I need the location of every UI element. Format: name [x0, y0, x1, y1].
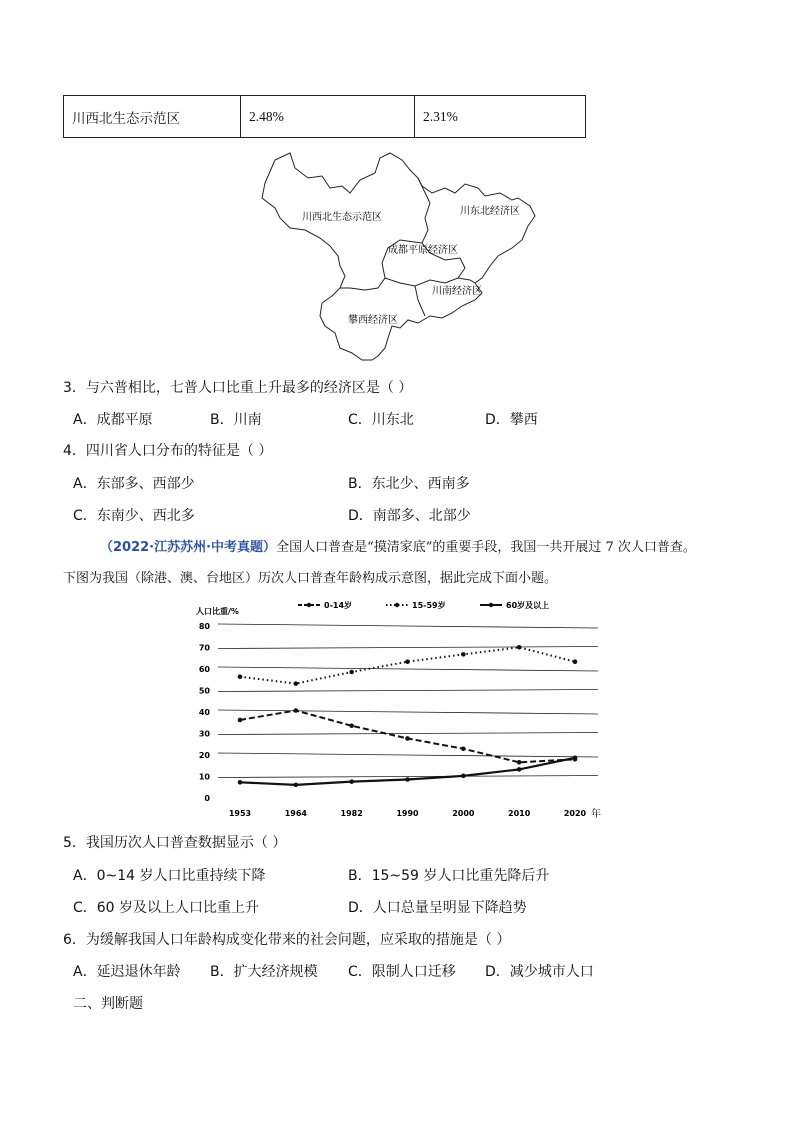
- x-tick-label: 1953: [228, 809, 252, 818]
- map-label-chengdu: 成都平原经济区: [388, 245, 458, 256]
- question-4: 4．四川省人口分布的特征是（ ）: [63, 443, 273, 459]
- intro-line-2: 下图为我国（除港、澳、台地区）历次人口普查年龄构成示意图，据此完成下面小题。: [63, 571, 558, 586]
- data-table: [63, 95, 586, 138]
- data-point: [294, 708, 299, 713]
- legend-marker: [307, 603, 311, 607]
- q4-option-d: D．南部多、北部少: [348, 508, 471, 524]
- legend-label: 15-59岁: [412, 601, 446, 610]
- x-tick-label: 1982: [340, 809, 363, 818]
- y-tick-label: 10: [198, 772, 210, 782]
- data-point: [573, 659, 578, 664]
- x-tick-label: 1964: [284, 809, 307, 818]
- table-cell-value-1: 2.48%: [241, 96, 415, 138]
- map-boundary-panxi: [415, 286, 425, 316]
- legend-marker: [395, 603, 399, 607]
- legend-marker: [489, 603, 493, 607]
- chart-y-ticks: [199, 622, 211, 803]
- data-point: [238, 718, 243, 723]
- intro-line-1: [100, 539, 696, 557]
- grid-line: [218, 753, 598, 757]
- q5-option-b: B．15~59 岁人口比重先降后升: [348, 868, 550, 884]
- grid-line: [218, 733, 598, 735]
- q6-option-d: D．减少城市人口: [485, 964, 594, 980]
- q3-option-a: A．成都平原: [73, 412, 153, 428]
- table-cell-region: 川西北生态示范区: [64, 96, 241, 138]
- y-tick-label: 0: [204, 794, 210, 803]
- data-point: [294, 783, 299, 788]
- data-point: [461, 774, 466, 779]
- map-boundary-chengdu: [418, 178, 465, 278]
- q4-option-b: B．东北少、西南多: [348, 476, 470, 492]
- data-point: [349, 779, 354, 784]
- legend-label: 0-14岁: [324, 601, 353, 610]
- data-point: [461, 652, 466, 657]
- data-point: [517, 767, 522, 772]
- q5-option-a: A．0~14 岁人口比重持续下降: [73, 868, 266, 884]
- q3-option-c: C．川东北: [348, 412, 414, 428]
- q4-option-a: A．东部多、西部少: [73, 476, 195, 492]
- data-point: [405, 659, 410, 664]
- grid-line: [218, 624, 598, 628]
- map-outline: [262, 153, 535, 360]
- y-tick-label: 40: [198, 708, 210, 717]
- section-2-heading: 二、判断题: [73, 996, 143, 1012]
- q6-option-a: A．延迟退休年龄: [73, 964, 181, 980]
- x-tick-label: 2000: [452, 809, 475, 818]
- grid-line: [218, 667, 598, 671]
- grid-line: [218, 776, 598, 778]
- data-point: [517, 645, 522, 650]
- q5-option-d: D．人口总量呈明显下降趋势: [348, 900, 527, 916]
- grid-line: [218, 647, 598, 649]
- y-tick-label: 80: [198, 622, 210, 631]
- question-6: 6．为缓解我国人口年龄构成变化带来的社会问题，应采取的措施是（ ）: [63, 932, 511, 948]
- data-point: [349, 670, 354, 675]
- map-label-chuanxibei: 川西北生态示范区: [302, 212, 382, 223]
- x-tick-label: 2010: [508, 809, 531, 818]
- x-tick-label: 2020: [563, 809, 587, 818]
- map-label-panxi: 攀西经济区: [348, 315, 398, 326]
- q3-option-d: D．攀西: [485, 412, 538, 428]
- y-tick-label: 50: [198, 686, 210, 696]
- grid-line: [218, 710, 598, 714]
- data-point: [238, 780, 243, 785]
- chart-y-label: 人口比重/%: [196, 607, 239, 616]
- chart-plot: [238, 645, 578, 787]
- q4-option-c: C．东南少、西北多: [73, 508, 195, 524]
- question-5: 5．我国历次人口普查数据显示（ ）: [63, 835, 287, 851]
- y-tick-label: 70: [198, 643, 210, 653]
- map-label-chuannan: 川南经济区: [432, 286, 482, 297]
- chart-x-label: 年: [591, 809, 601, 820]
- q3-option-b: B．川南: [210, 412, 262, 428]
- data-point: [238, 674, 243, 679]
- data-point: [573, 755, 578, 760]
- grid-line: [218, 690, 598, 692]
- population-age-chart: [190, 596, 610, 822]
- data-point: [461, 746, 466, 751]
- map-label-chuandongbei: 川东北经济区: [460, 206, 520, 217]
- question-3: 3．与六普相比，七普人口比重上升最多的经济区是（ ）: [63, 380, 413, 396]
- y-tick-label: 30: [198, 729, 210, 739]
- chart-grid: [218, 624, 598, 778]
- source-tag: （2022·江苏苏州·中考真题）: [100, 540, 277, 555]
- data-point: [294, 681, 299, 686]
- chart-legend: [298, 600, 549, 610]
- data-point: [405, 777, 410, 782]
- map-boundary-south: [385, 278, 475, 286]
- sichuan-region-map: [250, 148, 550, 368]
- data-point: [405, 736, 410, 741]
- table-cell-value-2: 2.31%: [415, 96, 586, 138]
- y-tick-label: 20: [198, 751, 210, 760]
- q5-option-c: C．60 岁及以上人口比重上升: [73, 900, 260, 916]
- y-tick-label: 60: [198, 665, 210, 674]
- legend-label: 60岁及以上: [506, 601, 550, 610]
- intro-text-1: 全国人口普查是“摸清家底”的重要手段，我国一共开展过 7 次人口普查。: [276, 540, 696, 555]
- q6-option-b: B．扩大经济规模: [210, 964, 318, 980]
- data-point: [517, 760, 522, 765]
- x-tick-label: 1990: [396, 809, 419, 818]
- series-line: [240, 647, 575, 683]
- chart-x-ticks: [229, 809, 587, 818]
- data-point: [349, 723, 354, 728]
- q6-option-c: C．限制人口迁移: [348, 964, 456, 980]
- table-row: [64, 96, 586, 138]
